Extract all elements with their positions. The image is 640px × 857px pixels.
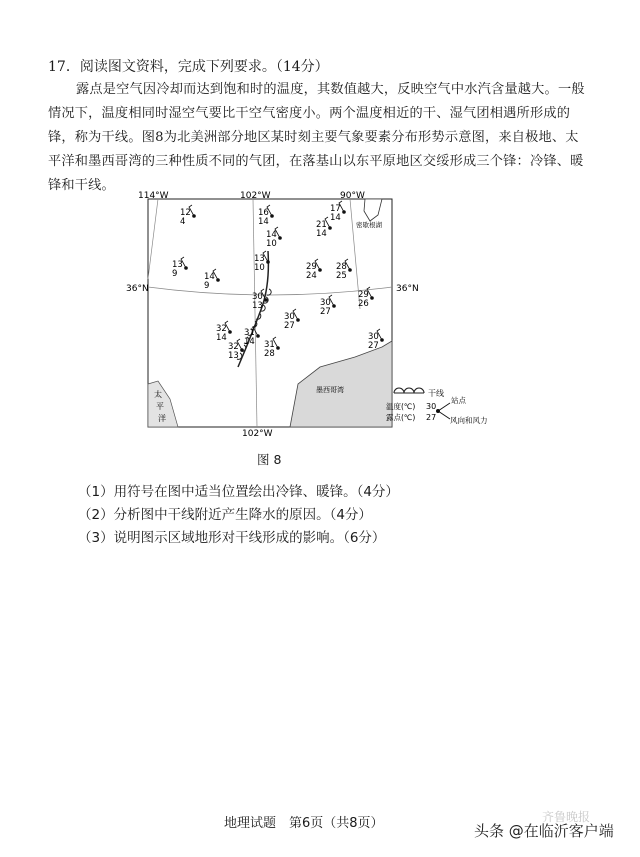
lon-label-102w-bottom: 102°W	[242, 429, 273, 439]
station-7	[172, 257, 188, 279]
lon-label-114w: 114°W	[138, 191, 169, 201]
legend-dryline-label: 干线	[428, 389, 444, 398]
lon-label-90w: 90°W	[340, 191, 365, 201]
station-temp: 32	[216, 324, 227, 334]
station-dew: 25	[336, 271, 347, 281]
station-5	[266, 227, 282, 249]
station-temp: 32	[228, 342, 239, 352]
station-dew: 14	[316, 229, 327, 239]
figure-caption: 图 8	[257, 452, 282, 467]
station-dew: 27	[368, 341, 379, 351]
station-9	[306, 259, 322, 281]
station-dew: 14	[216, 333, 227, 343]
station-15	[216, 321, 232, 343]
lat-label-right: 36°N	[396, 284, 419, 294]
station-temp: 21	[316, 220, 327, 230]
station-1	[180, 205, 196, 227]
station-dew: 28	[264, 349, 275, 359]
station-temp: 29	[306, 262, 317, 272]
station-temp: 16	[258, 208, 269, 218]
lon-label-102w-top: 102°W	[240, 191, 271, 201]
legend-sample-dew: 27	[426, 413, 437, 422]
subquestion-3: （3）说明图示区域地形对干线形成的影响。（6分）	[78, 530, 386, 546]
station-dew: 24	[306, 271, 317, 281]
page-footer: 地理试题 第6页（共8页）	[224, 816, 384, 831]
station-dew: 27	[320, 307, 331, 317]
legend-wind-label: 风向和风力	[450, 416, 488, 425]
gulf-shape	[290, 341, 392, 427]
station-dew: 14	[244, 337, 255, 347]
station-11	[358, 287, 374, 309]
watermark: 头条 @在临沂客户端	[474, 822, 614, 840]
lon-102-line	[253, 199, 257, 427]
station-dew: 10	[266, 239, 277, 249]
watermark-faint: 齐鲁晚报	[542, 810, 591, 824]
station-10	[336, 259, 352, 281]
pacific-label-1: 太	[154, 390, 162, 399]
map-svg	[120, 189, 520, 439]
station-temp: 17	[330, 204, 341, 214]
station-temp: 31	[244, 328, 255, 338]
station-dew: 27	[284, 321, 295, 331]
station-temp: 31	[264, 340, 275, 350]
station-temp: 12	[180, 208, 191, 218]
lat-36-line	[148, 287, 392, 295]
station-dew: 14	[330, 213, 341, 223]
station-16	[244, 325, 260, 347]
station-3	[330, 201, 346, 223]
station-temp: 28	[336, 262, 347, 272]
question-header: 17．阅读图文资料，完成下列要求。（14分）	[48, 59, 329, 75]
station-temp: 30	[320, 298, 331, 308]
station-dew: 13	[228, 351, 239, 361]
station-dew: 13	[252, 301, 263, 311]
station-temp: 14	[204, 272, 215, 282]
station-dew: 10	[254, 263, 265, 273]
station-temp: 30	[252, 292, 263, 302]
question-paragraph: 露点是空气因冷却而达到饱和时的温度，其数值越大，反映空气中水汽含量越大。一般情况下，温度相同时湿空气要比干空气密度小。两个温度相近的干、湿气团相遇所形成的锋，称为干线。图8为北美洲部分地区某时刻主要气象要素分布形势示意图，来自极地、太平洋和墨西哥湾的三种性质不同的气团，在落基山以东平原地区交绥形成三个锋：冷锋、暖锋和干线。	[48, 82, 585, 193]
legend-temp-label: 温度(℃)	[386, 402, 416, 411]
subquestion-1: （1）用符号在图中适当位置绘出冷锋、暖锋。（4分）	[78, 484, 399, 500]
lake-shape	[364, 199, 382, 221]
pacific-label-3: 洋	[158, 414, 166, 423]
station-dew: 4	[180, 217, 186, 227]
station-14	[284, 309, 300, 331]
station-17	[264, 337, 280, 359]
subquestion-2: （2）分析图中干线附近产生降水的原因。（4分）	[78, 507, 372, 523]
lat-label-left: 36°N	[126, 284, 149, 294]
station-8	[204, 269, 220, 291]
station-temp: 29	[358, 290, 369, 300]
legend-dryline-symbol	[394, 388, 424, 393]
legend-station-label: 站点	[451, 396, 466, 405]
station-temp: 13	[254, 254, 265, 264]
legend-dew-label: 露点(℃)	[386, 413, 416, 422]
station-temp: 30	[368, 332, 379, 342]
station-dew: 26	[358, 299, 369, 309]
station-temp: 14	[266, 230, 277, 240]
lake-label: 密歇根湖	[356, 221, 382, 229]
station-2	[258, 205, 274, 227]
pacific-label-2: 平	[156, 402, 164, 411]
station-temp: 13	[172, 260, 183, 270]
station-dew: 9	[204, 281, 210, 291]
gulf-label: 墨西哥湾	[316, 386, 344, 394]
station-dew: 9	[172, 269, 178, 279]
station-temp: 30	[284, 312, 295, 322]
weather-map	[120, 189, 520, 439]
station-dew: 14	[258, 217, 269, 227]
legend	[386, 388, 488, 425]
legend-sample-temp: 30	[426, 402, 437, 411]
station-13	[320, 295, 336, 317]
lon-114-line	[148, 199, 158, 279]
